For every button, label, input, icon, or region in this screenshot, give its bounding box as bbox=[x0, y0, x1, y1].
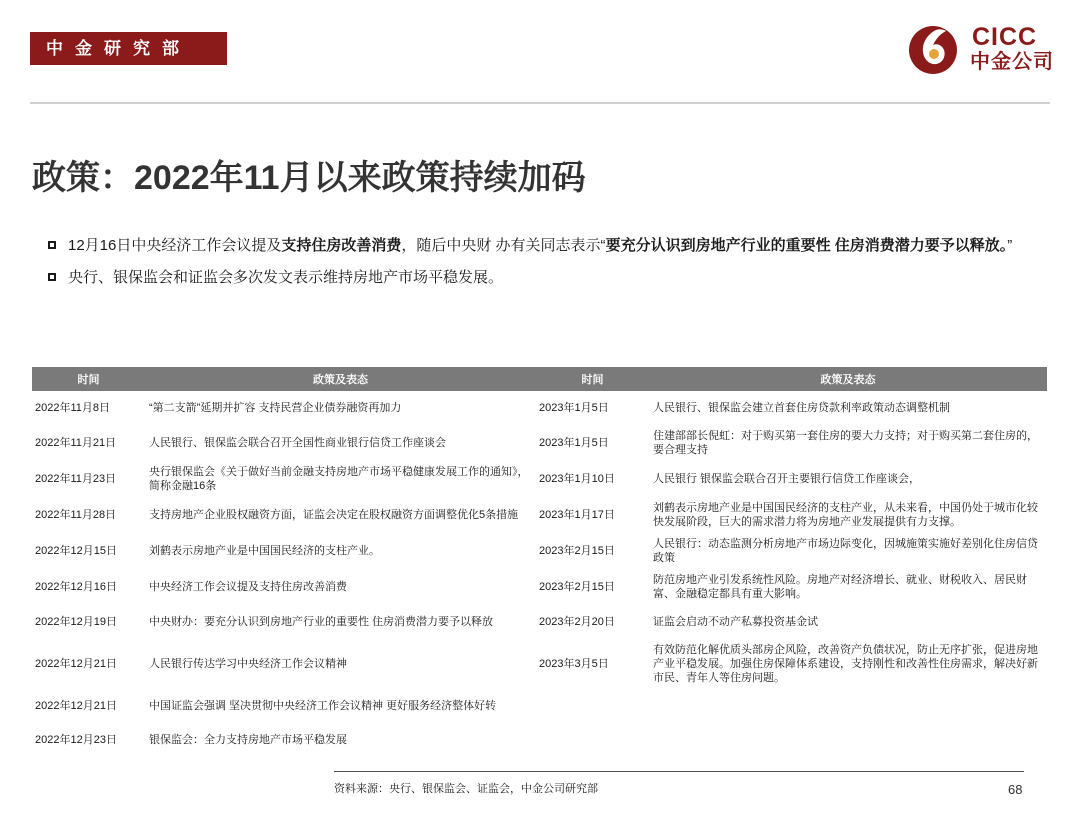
date-cell: 2023年2月15日 bbox=[539, 545, 615, 557]
bullet-text: ，随后中央财 办有关同志表示“ bbox=[401, 237, 606, 254]
table-row bbox=[32, 461, 1047, 497]
table-header-row bbox=[32, 367, 1047, 391]
policy-cell: 有效防范化解优质头部房企风险，改善资产负债状况，防止无序扩张，促进房地产业平稳发展。加强住房保障体系建设，支持刚性和改善性住房需求，解决好新市民、青年人等住房问题。 bbox=[653, 644, 1038, 684]
table-row bbox=[32, 689, 1047, 723]
date-cell: 2023年2月20日 bbox=[539, 616, 615, 628]
bullet-text: 央行、银保监会和证监会多次发文表示维持房地产市场平稳发展。 bbox=[68, 269, 504, 286]
header-date-1: 时间 bbox=[32, 367, 145, 391]
square-bullet-icon bbox=[48, 273, 56, 281]
header-policy-1: 政策及表态 bbox=[145, 367, 536, 391]
date-cell: 2022年12月21日 bbox=[35, 700, 117, 712]
logo-text-en: CICC bbox=[972, 23, 1038, 51]
bullet-emphasis: 支持住房改善消费 bbox=[281, 237, 402, 254]
policy-cell: 住建部部长倪虹：对于购买第一套住房的要大力支持；对于购买第二套住房的，要合理支持 bbox=[653, 430, 1038, 456]
policy-cell: 中央财办：要充分认识到房地产行业的重要性 住房消费潜力要予以释放 bbox=[149, 616, 494, 628]
table-row bbox=[32, 497, 1047, 533]
cicc-logo bbox=[906, 22, 1056, 78]
date-cell: 2022年12月21日 bbox=[35, 658, 117, 670]
policy-cell: 央行银保监会《关于做好当前金融支持房地产市场平稳健康发展工作的通知》，简称金融16条 bbox=[149, 466, 529, 492]
bullet-item bbox=[48, 236, 1048, 256]
source-note: 资料来源：央行、银保监会、证监会，中金公司研究部 bbox=[334, 783, 598, 795]
date-cell bbox=[536, 723, 649, 757]
policy-cell: 中国证监会强调 坚决贯彻中央经济工作会议精神 更好服务经济整体好转 bbox=[149, 700, 497, 712]
policy-cell: 人民银行：动态监测分析房地产市场边际变化，因城施策实施好差别化住房信贷政策 bbox=[653, 538, 1038, 564]
date-cell: 2022年12月23日 bbox=[35, 734, 117, 746]
header-date-2: 时间 bbox=[536, 367, 649, 391]
date-cell: 2023年1月5日 bbox=[539, 437, 609, 449]
date-cell: 2022年12月16日 bbox=[35, 581, 117, 593]
policy-cell: 人民银行传达学习中央经济工作会议精神 bbox=[149, 658, 347, 670]
bullet-item bbox=[48, 268, 1048, 288]
cicc-logo-icon bbox=[906, 22, 960, 76]
policy-table bbox=[32, 367, 1047, 757]
date-cell: 2022年11月23日 bbox=[35, 473, 117, 485]
date-cell: 2023年3月5日 bbox=[539, 658, 609, 670]
date-cell: 2022年12月15日 bbox=[35, 545, 117, 557]
date-cell bbox=[536, 689, 649, 723]
policy-cell: 支持房地产企业股权融资方面，证监会决定在股权融资方面调整优化5条措施 bbox=[149, 509, 519, 521]
policy-cell bbox=[649, 689, 1047, 723]
policy-cell: 刘鹤表示房地产业是中国国民经济的支柱产业，从未来看，中国仍处于城市化较快发展阶段，巨大的需求潜力将为房地产业发展提供有力支撑。 bbox=[653, 502, 1038, 528]
table-row bbox=[32, 723, 1047, 757]
table-row bbox=[32, 639, 1047, 689]
page-number: 68 bbox=[1008, 782, 1023, 797]
date-cell: 2023年2月15日 bbox=[539, 581, 615, 593]
bullet-list bbox=[48, 236, 1048, 300]
date-cell: 2022年11月28日 bbox=[35, 509, 117, 521]
policy-cell: 人民银行、银保监会联合召开全国性商业银行信贷工作座谈会 bbox=[149, 437, 446, 449]
policy-cell: 证监会启动不动产私募投资基金试 bbox=[653, 616, 818, 628]
date-cell: 2023年1月10日 bbox=[539, 473, 615, 485]
table-row bbox=[32, 569, 1047, 605]
date-cell: 2022年12月19日 bbox=[35, 616, 117, 628]
bullet-emphasis: 要充分认识到房地产行业的重要性 住房消费潜力要予以释放。 bbox=[605, 237, 1008, 254]
header-policy-2: 政策及表态 bbox=[649, 367, 1047, 391]
bullet-text: 12月16日中央经济工作会议提及 bbox=[68, 237, 282, 254]
table-row bbox=[32, 605, 1047, 639]
policy-cell: 人民银行、银保监会建立首套住房贷款利率政策动态调整机制 bbox=[653, 402, 950, 414]
policy-cell: 刘鹤表示房地产业是中国国民经济的支柱产业。 bbox=[149, 545, 380, 557]
policy-cell bbox=[649, 723, 1047, 757]
policy-cell: 防范房地产业引发系统性风险。房地产对经济增长、就业、财税收入、居民财富、金融稳定都具有重大影响。 bbox=[653, 574, 1027, 600]
header-divider bbox=[30, 102, 1050, 104]
department-label: 中金研究部 bbox=[30, 32, 227, 65]
date-cell: 2022年11月8日 bbox=[35, 402, 111, 414]
date-cell: 2023年1月17日 bbox=[539, 509, 615, 521]
policy-cell: 中央经济工作会议提及支持住房改善消费 bbox=[149, 581, 347, 593]
policy-cell: 银保监会：全力支持房地产市场平稳发展 bbox=[149, 734, 347, 746]
page-title: 政策：2022年11月以来政策持续加码 bbox=[32, 159, 586, 197]
policy-cell: “第二支箭”延期并扩容 支持民营企业债券融资再加力 bbox=[149, 402, 402, 414]
footer-divider bbox=[334, 771, 1024, 772]
table-row bbox=[32, 391, 1047, 425]
date-cell: 2022年11月21日 bbox=[35, 437, 117, 449]
bullet-text: ” bbox=[1007, 237, 1013, 254]
table-row bbox=[32, 533, 1047, 569]
logo-text-cn: 中金公司 bbox=[970, 51, 1054, 73]
policy-cell: 人民银行 银保监会联合召开主要银行信贷工作座谈会， bbox=[653, 473, 921, 485]
date-cell: 2023年1月5日 bbox=[539, 402, 609, 414]
table-row bbox=[32, 425, 1047, 461]
square-bullet-icon bbox=[48, 241, 56, 249]
